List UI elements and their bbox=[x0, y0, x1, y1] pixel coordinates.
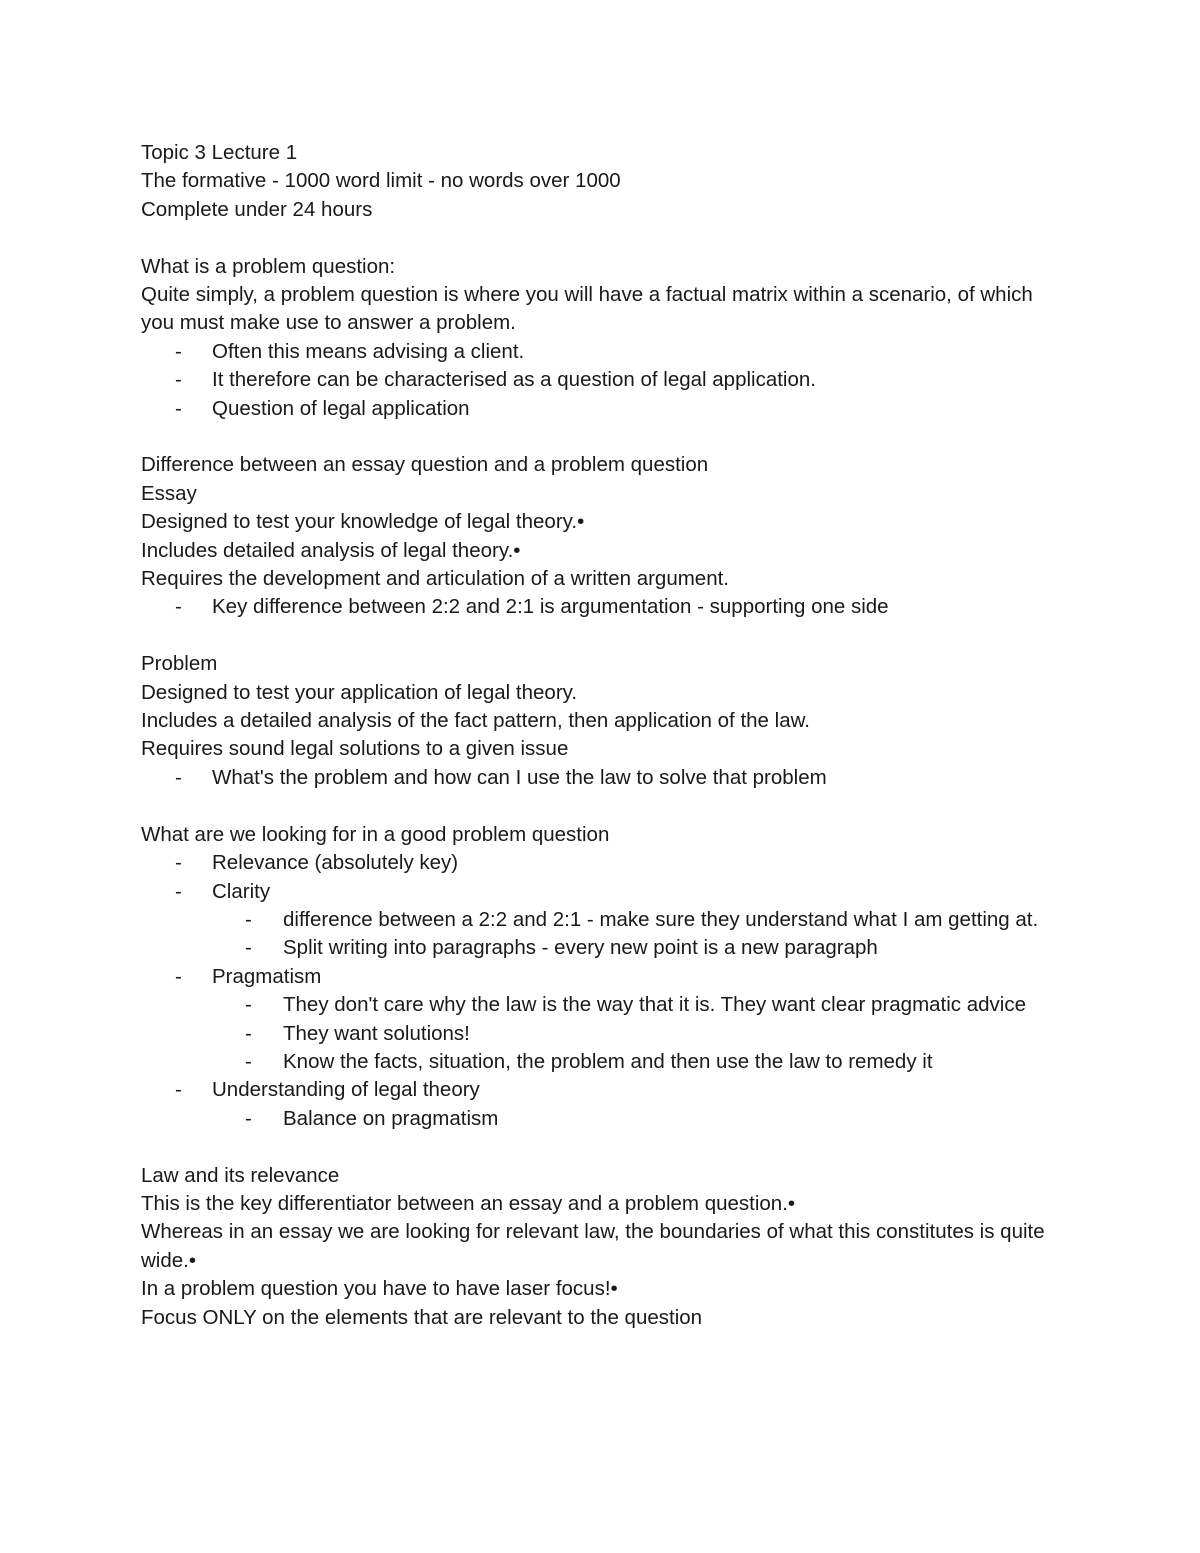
list-item-text: Balance on pragmatism bbox=[283, 1106, 499, 1130]
list-item bbox=[141, 593, 1061, 621]
list-item-text: Key difference between 2:2 and 2:1 is argumentation - supporting one side bbox=[212, 595, 889, 619]
list-item-text: Often this means advising a client. bbox=[212, 339, 525, 363]
list-item bbox=[141, 395, 1061, 423]
section-heading-law-relevance: Law and its relevance bbox=[141, 1163, 340, 1187]
law-relevance-line: Focus ONLY on the elements that are relevant to the question bbox=[141, 1305, 703, 1329]
list-item bbox=[141, 764, 1061, 792]
list-item bbox=[141, 878, 1061, 906]
law-relevance-line: In a problem question you have to have laser focus!• bbox=[141, 1277, 618, 1301]
dash-marker: - bbox=[175, 339, 182, 363]
dash-marker: - bbox=[245, 907, 252, 931]
nested-list-item bbox=[141, 1048, 1061, 1076]
spacer bbox=[141, 622, 1061, 650]
list-item-text: Clarity bbox=[212, 879, 271, 903]
nested-list-item bbox=[141, 1105, 1061, 1133]
document-page bbox=[141, 139, 1061, 1332]
dash-marker: - bbox=[175, 368, 182, 392]
doc-subtitle-deadline: Complete under 24 hours bbox=[141, 197, 373, 221]
list-item-text: Split writing into paragraphs - every new point is a new paragraph bbox=[283, 936, 878, 960]
dash-marker: - bbox=[245, 936, 252, 960]
dash-marker: - bbox=[175, 964, 182, 988]
nested-list-item bbox=[141, 906, 1061, 934]
essay-line: Includes detailed analysis of legal theory.• bbox=[141, 538, 521, 562]
essay-line: Designed to test your knowledge of legal theory.• bbox=[141, 510, 585, 534]
dash-marker: - bbox=[175, 1078, 182, 1102]
doc-subtitle-word-limit: The formative - 1000 word limit - no words over 1000 bbox=[141, 169, 621, 193]
spacer bbox=[141, 1133, 1061, 1161]
dash-marker: - bbox=[245, 1021, 252, 1045]
list-item-text: It therefore can be characterised as a question of legal application. bbox=[212, 368, 816, 392]
spacer bbox=[141, 423, 1061, 451]
subheading-problem: Problem bbox=[141, 652, 218, 676]
essay-line: Requires the development and articulation of a written argument. bbox=[141, 567, 730, 591]
law-relevance-line: This is the key differentiator between an essay and a problem question.• bbox=[141, 1191, 796, 1215]
dash-marker: - bbox=[175, 396, 182, 420]
list-item-text: They want solutions! bbox=[283, 1021, 470, 1045]
section-heading-difference: Difference between an essay question and a problem question bbox=[141, 453, 709, 477]
problem-line: Includes a detailed analysis of the fact pattern, then application of the law. bbox=[141, 709, 810, 733]
dash-marker: - bbox=[175, 851, 182, 875]
dash-marker: - bbox=[245, 1049, 252, 1073]
list-item bbox=[141, 366, 1061, 394]
section-heading-looking-for: What are we looking for in a good problem question bbox=[141, 822, 610, 846]
list-item bbox=[141, 963, 1061, 991]
dash-marker: - bbox=[175, 595, 182, 619]
spacer bbox=[141, 792, 1061, 820]
nested-list-item bbox=[141, 1020, 1061, 1048]
section-heading-problem-question: What is a problem question: bbox=[141, 254, 396, 278]
list-item-text: Understanding of legal theory bbox=[212, 1078, 480, 1102]
subheading-essay: Essay bbox=[141, 481, 197, 505]
spacer bbox=[141, 224, 1061, 252]
list-item-text: difference between a 2:2 and 2:1 - make sure they understand what I am getting at. bbox=[283, 907, 1039, 931]
list-item-text: Know the facts, situation, the problem and then use the law to remedy it bbox=[283, 1049, 933, 1073]
paragraph-problem-question-intro: Quite simply, a problem question is where you will have a factual matrix within a scenario, of which you must make use to answer a problem. bbox=[141, 283, 1033, 335]
doc-title: Topic 3 Lecture 1 bbox=[141, 141, 298, 164]
law-relevance-line: Whereas in an essay we are looking for relevant law, the boundaries of what this constitutes is quite wide.• bbox=[141, 1220, 1045, 1272]
nested-list-item bbox=[141, 934, 1061, 962]
list-item-text: Pragmatism bbox=[212, 964, 322, 988]
list-item-text: What's the problem and how can I use the law to solve that problem bbox=[212, 765, 827, 789]
dash-marker: - bbox=[175, 879, 182, 903]
problem-line: Requires sound legal solutions to a given issue bbox=[141, 737, 569, 761]
nested-list-item bbox=[141, 991, 1061, 1019]
list-item bbox=[141, 849, 1061, 877]
list-item-text: They don't care why the law is the way that it is. They want clear pragmatic advice bbox=[283, 993, 1027, 1017]
list-item-text: Relevance (absolutely key) bbox=[212, 851, 459, 875]
list-item bbox=[141, 1076, 1061, 1104]
problem-line: Designed to test your application of legal theory. bbox=[141, 680, 578, 704]
dash-marker: - bbox=[245, 993, 252, 1017]
list-item-text: Question of legal application bbox=[212, 396, 470, 420]
list-item bbox=[141, 338, 1061, 366]
dash-marker: - bbox=[175, 765, 182, 789]
dash-marker: - bbox=[245, 1106, 252, 1130]
